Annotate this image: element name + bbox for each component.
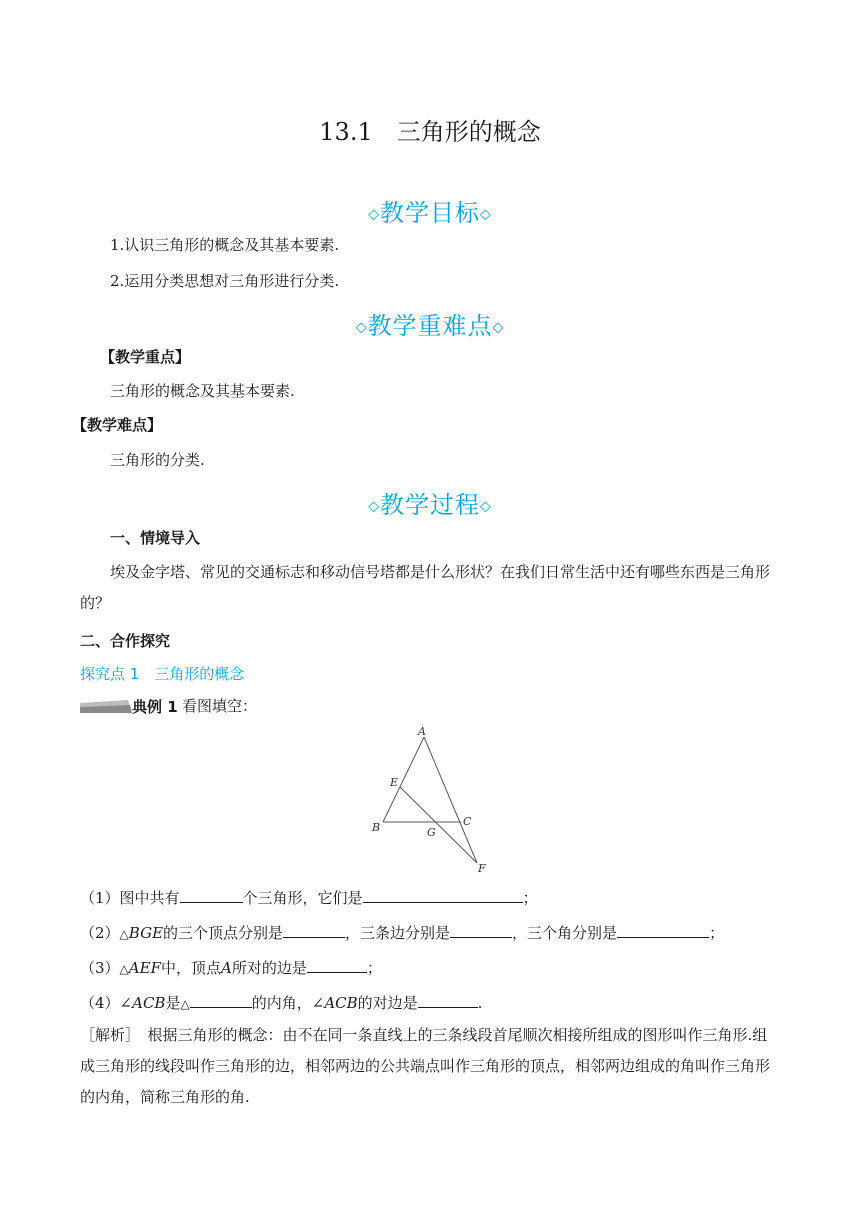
label-A: A — [418, 725, 426, 738]
example-prompt: 看图填空： — [182, 697, 258, 715]
analysis-text: 根据三角形的概念：由不在同一条直线上的三条线段首尾顺次相接所组成的图形叫作三角形.组成三角形的线段叫作三角形的边，相邻两边的公共端点叫作三角形的顶点，相邻两边组成的角叫作三角形的内角，简称三角形的角. — [80, 1026, 771, 1106]
diamond-icon: ◇ — [368, 498, 380, 515]
q3-end: ； — [366, 959, 382, 977]
triangle-lines — [383, 737, 477, 863]
q1-mid: 个三角形，它们是 — [242, 889, 363, 907]
section-heading-goals-label: 教学目标 — [380, 199, 480, 227]
key-point-text: 三角形的概念及其基本要素. — [110, 382, 295, 400]
q2-triangle-name: BGE — [128, 924, 164, 942]
analysis-label: ［解析］ — [80, 1026, 133, 1044]
analysis — [80, 1020, 780, 1113]
q2-text-c: ，三个角分别是 — [512, 924, 618, 942]
question-1 — [80, 887, 538, 909]
question-4 — [80, 992, 482, 1015]
q4-text-a: 是 — [165, 994, 181, 1012]
angle-symbol: ∠ — [119, 994, 133, 1012]
q2-prefix: （2） — [80, 924, 120, 942]
q2-blank-vertices — [283, 923, 345, 938]
goal-item-1: 1.认识三角形的概念及其基本要素. — [110, 236, 340, 254]
q4-angle-name-2: ACB — [324, 994, 358, 1012]
label-E: E — [390, 776, 399, 789]
q4-angle-name: ACB — [132, 994, 166, 1012]
difficult-point-label: 【教学难点】 — [72, 416, 163, 434]
q4-text-b: 的内角， — [251, 994, 312, 1012]
q3-triangle-name: AEF — [128, 959, 161, 977]
diamond-icon: ◇ — [480, 498, 492, 515]
q2-blank-angles — [617, 923, 709, 938]
page-title: 13.1 三角形的概念 — [319, 118, 541, 146]
question-3 — [80, 957, 382, 980]
goal-item-2: 2.运用分类思想对三角形进行分类. — [110, 272, 340, 290]
q1-blank-list — [363, 888, 523, 903]
section-heading-goals — [0, 193, 860, 228]
q1-blank-count — [180, 888, 243, 903]
segment-AF — [424, 737, 477, 863]
example-tab-icon — [80, 700, 132, 714]
diamond-icon: ◇ — [492, 319, 505, 336]
difficult-point-text: 三角形的分类. — [110, 451, 205, 469]
example-label: 典例 1 — [132, 698, 178, 716]
q2-text-b: ，三条边分别是 — [345, 924, 451, 942]
section-heading-key-points-label: 教学重难点 — [367, 312, 493, 340]
diamond-icon: ◇ — [368, 206, 380, 223]
key-point-label: 【教学重点】 — [100, 348, 191, 366]
q4-prefix: （4） — [80, 994, 120, 1012]
q4-blank-triangle — [190, 993, 252, 1008]
q2-end: ； — [709, 924, 725, 942]
q3-prefix: （3） — [80, 959, 120, 977]
triangle-symbol: △ — [119, 927, 129, 941]
section-heading-process-label: 教学过程 — [380, 491, 480, 519]
label-G: G — [427, 826, 436, 839]
q1-end: ； — [522, 889, 538, 907]
q2-blank-sides — [450, 923, 512, 938]
q4-text-c: 的对边是 — [357, 994, 418, 1012]
label-F: F — [478, 862, 486, 875]
q3-text-b: 所对的边是 — [231, 959, 307, 977]
explore-point-1: 探究点 1 三角形的概念 — [80, 665, 245, 683]
diamond-icon: ◇ — [480, 206, 492, 223]
diamond-icon: ◇ — [355, 319, 368, 336]
q3-vertex: A — [221, 959, 232, 977]
triangle-figure — [360, 725, 500, 875]
question-2 — [80, 922, 724, 945]
section-heading-key-points — [0, 306, 860, 341]
section-heading-process — [0, 485, 860, 520]
q2-text-a: 的三个顶点分别是 — [163, 924, 284, 942]
q4-end: . — [477, 994, 483, 1012]
q1-prefix: （1）图中共有 — [80, 889, 180, 907]
part2-heading: 二、合作探究 — [80, 632, 171, 650]
label-B: B — [372, 821, 381, 834]
triangle-symbol: △ — [180, 997, 190, 1011]
part1-text: 埃及金字塔、常见的交通标志和移动信号塔都是什么形状？在我们日常生活中还有哪些东西是三角形的？ — [80, 563, 771, 612]
triangle-symbol: △ — [119, 962, 129, 976]
part1-heading: 一、情境导入 — [110, 529, 201, 547]
q3-text-a: 中，顶点 — [160, 959, 221, 977]
q3-blank-side — [307, 958, 367, 973]
label-C: C — [463, 815, 472, 828]
angle-symbol: ∠ — [311, 994, 325, 1012]
q4-blank-side — [418, 993, 478, 1008]
